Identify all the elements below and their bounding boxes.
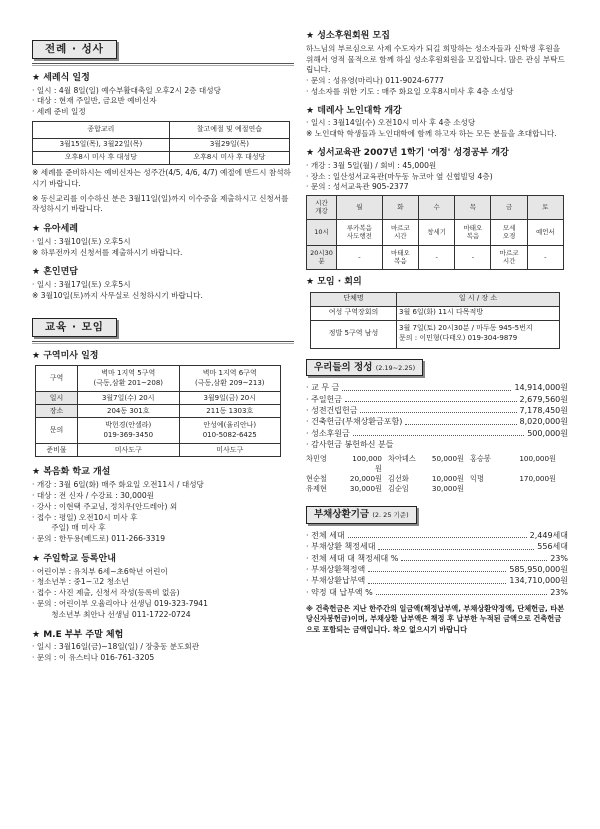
donor-amount: 20,000원 bbox=[349, 473, 382, 483]
section-title-education: 교육 · 모임 bbox=[32, 318, 117, 337]
donor-amount: 30,000원 bbox=[431, 484, 464, 494]
vocation-title: ★ 성소후원회원 모집 bbox=[306, 31, 390, 41]
debt-label: · 부채상환책정액 bbox=[306, 564, 366, 574]
donor-amount: 100,000원 bbox=[352, 453, 382, 473]
section-divider bbox=[32, 63, 294, 66]
donor-amount: 30,000원 bbox=[349, 484, 382, 494]
marriage-line: · 일시 : 3월17일(토) 오후5시 bbox=[32, 280, 131, 290]
district-title: ★ 구역미사 일정 bbox=[32, 350, 99, 361]
table-header: 토 bbox=[527, 196, 563, 220]
elder-line: · 일시 : 3월14일(수) 오전10시 미사 후 4층 소성당 bbox=[306, 118, 476, 128]
sunday-line: · 어린이부 : 유치부 6세~초6학년 어린이 bbox=[32, 566, 168, 576]
donor-amount: 50,000원 bbox=[431, 453, 464, 463]
baptism-table bbox=[32, 121, 290, 165]
marriage-title: ★ 혼인면담 bbox=[32, 267, 78, 278]
table-cell: 204동 301호 bbox=[78, 405, 180, 418]
debt-title bbox=[306, 506, 417, 523]
sunday-line: · 청소년부 : 중1~고2 청소년 bbox=[32, 577, 129, 587]
debt-label: · 부채상환 책정세대 bbox=[306, 542, 376, 552]
table-header: 구역 bbox=[36, 366, 78, 392]
table-cell: 여성 구역장회의 bbox=[311, 306, 397, 320]
offering-row bbox=[306, 382, 568, 393]
debt-row bbox=[306, 553, 568, 564]
table-cell: - bbox=[337, 246, 383, 270]
bible-line: · 강사 : 이현택 주교님, 정치우(안드레아) 외 bbox=[32, 501, 178, 511]
table-cell: 오후8시 미사 후 대성당 bbox=[169, 152, 289, 165]
row-label: 10시 bbox=[307, 220, 337, 246]
table-cell: 미사도구 bbox=[179, 444, 281, 457]
offering-amount: 8,020,000원 bbox=[519, 417, 568, 427]
debt-footnote: ※ 건축헌금은 지난 한주간의 일금액(책정납부액, 부채상환약정액, 단체헌금, 타본당신자봉헌금)이며, 부채상환 납부액은 책정 후 납부한 누적된 금액으로 건축헌금으로 포함되는 금액입니다. 착오 없으시기 바랍니다 bbox=[306, 604, 565, 634]
elder-title: ★ 데레사 노인대학 개강 bbox=[306, 105, 402, 116]
study-title: ★ 성서교육관 2007년 1학기 '여정' 성경공부 개강 bbox=[306, 148, 509, 158]
table-header: 일 시 / 장 소 bbox=[397, 292, 560, 306]
vocation-text: 하느님의 부르심으로 사제 수도자가 되길 희망하는 성소자들과 신학생 후원을 위해서 영적 물적으로 함께 하실 성소후원회원을 모집합니다. 많은 관심 부탁드립니다. bbox=[306, 43, 565, 75]
left-column bbox=[32, 0, 294, 664]
study-line: · 장소 : 일산성서교육관(마두동 뉴코아 옆 신협빌딩 4층) bbox=[306, 171, 493, 181]
baptism-line: · 대상 : 현재 주일반, 금요반 예비신자 bbox=[32, 96, 157, 106]
meet-title: ★ 모임 · 회의 bbox=[306, 277, 362, 288]
offering-label: · 성전건립헌금 bbox=[306, 406, 358, 416]
baptism-note: ※ 세례를 준비하시는 예비신자는 성주간(4/5, 4/6, 4/7) 예절에 반드시 참석하시기 바랍니다. bbox=[32, 168, 291, 188]
me-line: · 문의 : 이 유스티나 016-761-3205 bbox=[32, 653, 155, 663]
donor-name: 차민영 bbox=[306, 453, 327, 463]
vocation-line: · 문의 : 성유영(마리나) 011-9024-6777 bbox=[306, 76, 444, 86]
table-cell: 3월 7일(토) 20시30분 / 마두동 945-5번지 문의 : 이민형(다태오) 019-304-9879 bbox=[397, 320, 560, 348]
table-header: 화 bbox=[382, 196, 418, 220]
debt-label: · 약정 대 납부액 % bbox=[306, 587, 373, 597]
debt-period: (2. 25 기준) bbox=[372, 511, 409, 520]
offering-amount: 14,914,000원 bbox=[514, 383, 568, 393]
table-cell: 루카복음 사도행전 bbox=[337, 220, 383, 246]
offering-amount: 7,178,450원 bbox=[519, 406, 568, 416]
offering-row bbox=[306, 405, 568, 416]
infant-line: ※ 하루전까지 신청서를 제출하시기 바랍니다. bbox=[32, 247, 183, 257]
bible-title: ★ 복음화 학교 개설 bbox=[32, 467, 111, 478]
table-cell: 3월 6일(화) 11시 다목적방 bbox=[397, 306, 560, 320]
row-label: 20시30분 bbox=[307, 246, 337, 270]
row-label: 장소 bbox=[36, 405, 78, 418]
section-divider bbox=[32, 341, 294, 344]
thanks-label: · 감사헌금 봉헌하신 분들 bbox=[306, 440, 394, 450]
study-line: · 문의 : 성서교육관 905-2377 bbox=[306, 182, 409, 192]
vocation-line: · 성소자를 위한 기도 : 매주 화요일 오후8시미사 후 4층 소성당 bbox=[306, 86, 514, 96]
me-block bbox=[32, 629, 294, 664]
table-cell: 정발 5구역 남성 bbox=[311, 320, 397, 348]
baptism-note: ※ 동신교리를 이수하신 분은 3월11일(일)까지 이수증을 제출하시고 신청서를 작성하시기 바랍니다. bbox=[32, 193, 289, 214]
infant-block bbox=[32, 223, 294, 258]
table-cell: 3월7일(수) 20시 bbox=[78, 392, 180, 405]
debt-value: 23% bbox=[550, 587, 568, 597]
table-header: 찰고예절 및 예절연습 bbox=[169, 122, 289, 139]
donor-amount: 170,000원 bbox=[519, 473, 556, 483]
offering-period: (2.19~2.25) bbox=[375, 363, 416, 372]
debt-row bbox=[306, 564, 568, 575]
sunday-line: · 문의 : 어린이부 오율리아나 선생님 019-323-7941 bbox=[32, 599, 208, 609]
offering-amount: 2,679,560원 bbox=[519, 394, 568, 404]
row-label: 일시 bbox=[36, 392, 78, 405]
col-sub: (극동,삼환 209~213) bbox=[194, 378, 265, 387]
sunday-title: ★ 주일학교 등록안내 bbox=[32, 553, 116, 564]
edu-section bbox=[32, 318, 294, 337]
bible-line: · 접수 : 평일) 오전10시 미사 후 bbox=[32, 512, 138, 522]
table-cell: 예언서 bbox=[527, 220, 563, 246]
offering-label: · 성소후원금 bbox=[306, 428, 350, 438]
table-header bbox=[179, 366, 281, 392]
debt-row bbox=[306, 530, 568, 541]
meet-block bbox=[306, 276, 568, 349]
debt-row bbox=[306, 575, 568, 586]
debt-value: 556세대 bbox=[537, 542, 568, 552]
debt-label: · 부채상환납부액 bbox=[306, 576, 366, 586]
right-column bbox=[306, 0, 568, 635]
sunday-school-block bbox=[32, 553, 294, 621]
donor-name: 현순철 bbox=[306, 473, 327, 483]
offering-row bbox=[306, 416, 568, 427]
offering-row bbox=[306, 428, 568, 439]
vocation-block bbox=[306, 30, 568, 98]
study-block bbox=[306, 147, 568, 270]
table-cell: 마르코 시간 bbox=[382, 220, 418, 246]
donor-name: 김순임 bbox=[388, 484, 409, 494]
table-cell: - bbox=[419, 246, 455, 270]
offering-amount: 500,000원 bbox=[527, 428, 568, 438]
me-title: ★ M.E 부부 주말 체험 bbox=[32, 629, 124, 640]
sunday-line: 청소년부 최안나 선생님 011-1722-0724 bbox=[32, 609, 191, 619]
table-header: 종합교리 bbox=[33, 122, 170, 139]
table-cell: 모세 오경 bbox=[491, 220, 527, 246]
col-sub: (극동,삼환 201~208) bbox=[93, 378, 164, 387]
debt-row bbox=[306, 541, 568, 552]
table-cell: 오후8시 미사 후 대성당 bbox=[33, 152, 170, 165]
table-cell: 3월9일(금) 20시 bbox=[179, 392, 281, 405]
offering-block bbox=[306, 359, 568, 495]
baptism-line: · 일시 : 4월 8일(일) 예수부활대축일 오후2시 2층 대성당 bbox=[32, 85, 221, 95]
baptism-title: ★ 세례식 일정 bbox=[32, 72, 90, 83]
table-cell: 미사도구 bbox=[78, 444, 180, 457]
debt-label: · 전체 세대 대 책정세대 % bbox=[306, 553, 399, 563]
district-block bbox=[32, 350, 294, 458]
debt-row bbox=[306, 587, 568, 598]
table-header: 금 bbox=[491, 196, 527, 220]
table-header: 월 bbox=[337, 196, 383, 220]
table-cell: 3월15일(목), 3월22일(목) bbox=[33, 139, 170, 152]
offering-title bbox=[306, 359, 423, 376]
bible-line: · 대상 : 전 신자 / 수강료 : 30,000원 bbox=[32, 491, 154, 501]
table-cell: 211동 1303호 bbox=[179, 405, 281, 418]
offering-row bbox=[306, 394, 568, 405]
col-title: 벽마 1지역 5구역 bbox=[101, 369, 156, 378]
table-cell: 마태오 복음 bbox=[382, 246, 418, 270]
table-header: 시간 개강 bbox=[307, 196, 337, 220]
section-title-worship: 전례 · 성사 bbox=[32, 40, 117, 59]
study-table bbox=[306, 195, 564, 270]
offering-list bbox=[306, 382, 568, 450]
donor-grid bbox=[306, 454, 568, 495]
me-line: · 일시 : 3월16일(금)~18일(일) / 장충동 분도회관 bbox=[32, 642, 200, 652]
debt-block bbox=[306, 506, 568, 635]
table-cell: - bbox=[527, 246, 563, 270]
marriage-block bbox=[32, 266, 294, 301]
table-cell: 박헌경(안셀라) 019-369-3450 bbox=[78, 418, 180, 444]
row-label: 준비물 bbox=[36, 444, 78, 457]
bible-school-block bbox=[32, 466, 294, 544]
table-header: 수 bbox=[419, 196, 455, 220]
offering-label: · 주일헌금 bbox=[306, 394, 342, 404]
col-title: 벽마 1지역 6구역 bbox=[202, 369, 257, 378]
meet-table bbox=[310, 292, 560, 349]
debt-title-text: 부채상환기금 bbox=[314, 509, 370, 521]
elder-line: ※ 노인대학 학생들과 노인대학에 함께 하고자 하는 모든 분들을 초대합니다. bbox=[306, 129, 557, 139]
table-cell: - bbox=[455, 246, 491, 270]
baptism-line: · 세례 준비 일정 bbox=[32, 107, 86, 117]
table-cell: 마르코 시간 bbox=[491, 246, 527, 270]
debt-label: · 전체 세대 bbox=[306, 530, 345, 540]
worship-section bbox=[32, 40, 294, 59]
marriage-line: ※ 3월10일(토)까지 사무실로 신청하시기 바랍니다. bbox=[32, 291, 203, 301]
offering-label: · 건축헌금(부채상환금포함) bbox=[306, 417, 403, 427]
table-cell: 안성예(율리안나) 010-5082-6425 bbox=[179, 418, 281, 444]
study-line: · 개강 : 3월 5일(월) / 회비 : 45,000원 bbox=[306, 160, 437, 170]
debt-list bbox=[306, 530, 568, 598]
donor-name: 차아녜스 bbox=[388, 453, 416, 463]
infant-title: ★ 유아세례 bbox=[32, 224, 78, 235]
donor-name: 김선화 bbox=[388, 473, 409, 483]
bible-line: · 문의 : 한두용(베드로) 011-266-3319 bbox=[32, 534, 166, 544]
table-header: 단체명 bbox=[311, 292, 397, 306]
table-cell: 3월29일(목) bbox=[169, 139, 289, 152]
donor-name: 홍승봉 bbox=[470, 453, 491, 463]
bible-line: 주일) 매 미사 후 bbox=[32, 523, 106, 533]
debt-value: 2,449세대 bbox=[529, 530, 568, 540]
table-cell: 마태오 복음 bbox=[455, 220, 491, 246]
donor-amount: 100,000원 bbox=[519, 453, 556, 463]
infant-line: · 일시 : 3월10일(토) 오후5시 bbox=[32, 236, 131, 246]
donor-name: 유제현 bbox=[306, 484, 327, 494]
row-label: 문의 bbox=[36, 418, 78, 444]
debt-value: 585,950,000원 bbox=[509, 564, 568, 574]
table-header: 목 bbox=[455, 196, 491, 220]
baptism-block bbox=[32, 72, 294, 215]
donor-name: 익명 bbox=[470, 473, 484, 483]
offering-title-text: 우리들의 정성 bbox=[314, 361, 373, 373]
sunday-line: · 접수 : 사진 제출, 신청서 작성(등록비 없음) bbox=[32, 588, 180, 598]
district-table bbox=[35, 365, 281, 457]
debt-value: 23% bbox=[550, 553, 568, 563]
donor-amount: 10,000원 bbox=[431, 473, 464, 483]
bible-line: · 개강 : 3월 6일(화) 매주 화요일 오전11시 / 대성당 bbox=[32, 480, 204, 490]
offering-label: · 교 무 금 bbox=[306, 383, 340, 393]
elder-block bbox=[306, 105, 568, 140]
table-cell: 창세기 bbox=[419, 220, 455, 246]
table-header bbox=[78, 366, 180, 392]
debt-value: 134,710,000원 bbox=[509, 576, 568, 586]
